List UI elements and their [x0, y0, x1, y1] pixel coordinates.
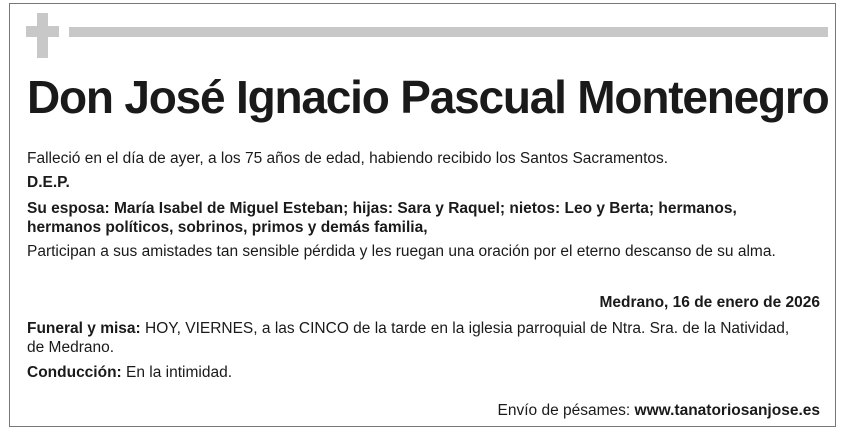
request-text: Participan a sus amistades tan sensible pérdida y les ruegan una oración por el eterno descanso de su alma. — [27, 243, 776, 260]
funeral-text: HOY, VIERNES, a las CINCO de la tarde en la iglesia parroquial de Ntra. Sra. de la Natividad, — [140, 320, 790, 337]
condolences-link[interactable]: www.tanatoriosanjose.es — [634, 402, 820, 419]
condolences-line — [498, 401, 820, 420]
place-date: Medrano, 16 de enero de 2026 — [599, 294, 820, 311]
intro-text: Falleció en el día de ayer, a los 75 años de edad, habiendo recibido los Santos Sacramentos. — [27, 150, 669, 167]
funeral-label: Funeral y misa: — [27, 320, 141, 337]
cross-icon-bar — [26, 26, 59, 37]
funeral-line-2: de Medrano. — [27, 339, 115, 356]
deceased-name: Don José Ignacio Pascual Montenegro — [27, 71, 829, 123]
dep-text: D.E.P. — [27, 174, 70, 191]
conduccion-text: En la intimidad. — [121, 364, 232, 381]
funeral-line-1 — [27, 319, 789, 338]
conduccion-line — [27, 363, 232, 382]
conduccion-label: Conducción: — [27, 364, 122, 381]
condolences-label: Envío de pésames: — [497, 402, 635, 419]
family-line-1: Su esposa: María Isabel de Miguel Esteban; hijas: Sara y Raquel; nietos: Leo y Berta; hermanos, — [27, 200, 737, 217]
top-divider — [69, 27, 828, 37]
family-line-2: hermanos políticos, sobrinos, primos y demás familia, — [27, 219, 428, 236]
